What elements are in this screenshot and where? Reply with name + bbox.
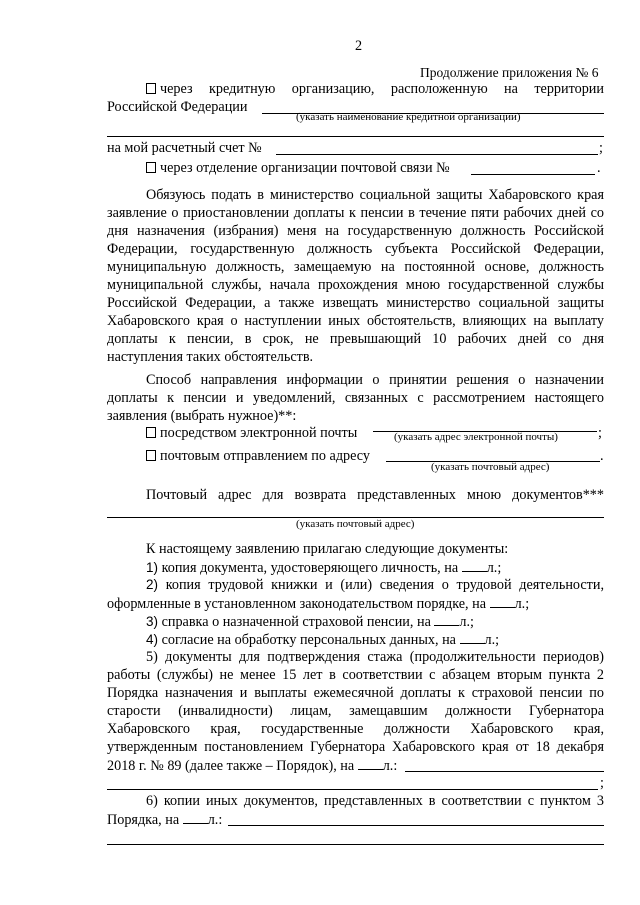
obligation-line-4: Федерации, государственную должность субъекта Российской Федерации, (107, 241, 604, 257)
document-2-text: копия трудовой книжки и (или) сведения о трудовой деятельности, (165, 577, 605, 593)
bank-country-label: Российской Федерации (107, 99, 248, 115)
document-3-suffix: л.; (459, 614, 474, 630)
bank-country-line (107, 98, 247, 116)
document-2-line-2 (107, 594, 529, 613)
obligation-line-10: наступления таких обстоятельств. (107, 349, 314, 365)
document-4-number: 4) (146, 632, 159, 647)
obligation-line-1: Обязуюсь подать в министерство социальной защиты Хабаровского края (146, 187, 604, 203)
document-2-line-1 (146, 576, 604, 594)
obligation-line-9: доплаты к пенсии, в срок, не превышающий 10 рабочих дней со дня (107, 331, 604, 347)
document-6-line-2 (107, 810, 222, 829)
document-2-suffix: л.; (514, 596, 530, 612)
document-5-end: ; (600, 775, 604, 791)
obligation-line-5: муниципальную должность, замещаемую на постоянной основе, должность (107, 259, 604, 275)
bank-checkbox[interactable] (146, 83, 156, 94)
document-6-pages-field[interactable] (183, 810, 208, 824)
appendix-header: Продолжение приложения № 6 (420, 65, 599, 80)
document-6-text: Порядка, на (107, 812, 180, 828)
account-end: ; (599, 140, 603, 156)
bank-name-hint: (указать наименование кредитной организации) (296, 111, 521, 123)
document-5-line-1: 5) документы для подтверждения стажа (продолжительности периодов) (146, 649, 604, 665)
account-line (107, 139, 262, 157)
email-option-end: ; (598, 425, 602, 441)
document-5-line-3: Порядка назначения и выплаты ежемесячной доплаты к страховой пенсии по (107, 685, 604, 701)
page-number: 2 (355, 38, 363, 54)
document-3-pages-field[interactable] (434, 612, 459, 626)
post-office-number-field[interactable] (471, 174, 595, 175)
email-hint: (указать адрес электронной почты) (394, 431, 558, 443)
document-4 (146, 630, 499, 649)
document-5-list-field-2[interactable] (107, 789, 598, 790)
document-3-text: справка о назначенной страховой пенсии, на (161, 614, 431, 630)
bank-option-text: через кредитную организацию, расположенную на территории (160, 81, 604, 97)
post-checkbox[interactable] (146, 162, 156, 173)
document-3-number: 3) (146, 614, 159, 629)
document-6-suffix: л.: (207, 812, 223, 828)
postal-hint: (указать почтовый адрес) (431, 461, 550, 473)
document-4-text: согласие на обработку персональных данных, на (161, 632, 456, 648)
bank-name-field-2[interactable] (107, 136, 604, 137)
document-6-list-field[interactable] (228, 825, 604, 826)
obligation-line-6: муниципальной службы, начала прохождения мною государственной службы (107, 277, 604, 293)
document-1-suffix: л.; (486, 560, 502, 576)
document-3 (146, 612, 474, 631)
document-2-text-2: оформленные в установленном законодательством порядке, на (107, 596, 487, 612)
document-1 (146, 558, 501, 577)
document-5-suffix: л.: (382, 758, 398, 774)
document-5-line-4: старости (инвалидности) лицам, замещавшим должности Губернатора (107, 703, 604, 719)
account-label: на мой расчетный счет № (107, 140, 262, 156)
return-address-hint: (указать почтовый адрес) (296, 518, 415, 530)
email-option-label: посредством электронной почты (160, 425, 358, 441)
post-option-end: . (597, 160, 601, 176)
document-6-list-field-2[interactable] (107, 844, 604, 845)
email-checkbox[interactable] (146, 427, 156, 438)
method-line-3: заявления (выбрать нужное)**: (107, 408, 297, 424)
return-address-label: Почтовый адрес для возврата представленных мною документов*** (146, 487, 604, 503)
document-1-number: 1) (146, 560, 159, 575)
postal-option-line (146, 447, 370, 465)
document-5-last-text: 2018 г. № 89 (далее также – Порядок), на (107, 758, 355, 774)
post-option-label: через отделение организации почтовой связи № (160, 160, 450, 176)
document-5-list-field[interactable] (405, 771, 604, 772)
bank-option-line (146, 80, 604, 98)
document-2-pages-field[interactable] (490, 594, 515, 608)
post-option-line (146, 159, 450, 177)
obligation-line-7: Российской Федерации, а также извещать министерство социальной защиты (107, 295, 604, 311)
document-5-pages-field[interactable] (358, 756, 383, 770)
postal-checkbox[interactable] (146, 450, 156, 461)
document-1-pages-field[interactable] (462, 558, 487, 572)
obligation-line-8: Хабаровского края о наступлении иных обстоятельств, влияющих на выплату (107, 313, 604, 329)
document-5-line-6: утвержденным постановлением Губернатора Хабаровского края от 18 декабря (107, 739, 604, 755)
document-1-text: копия документа, удостоверяющего личность, на (161, 560, 459, 576)
method-line-2: доплаты к пенсии и уведомлений, связанных с рассмотрением настоящего (107, 390, 604, 406)
document-2-number: 2) (146, 577, 159, 592)
document-5-line-7 (107, 756, 397, 775)
method-line-1: Способ направления информации о принятии решения о назначении (146, 372, 604, 388)
obligation-line-3: дня назначения (избрания) меня на государственную должность Российской (107, 223, 604, 239)
postal-option-label: почтовым отправлением по адресу (160, 448, 370, 464)
email-option-line (146, 424, 357, 442)
document-4-pages-field[interactable] (460, 630, 485, 644)
obligation-line-2: заявление о приостановлении доплаты к пенсии в течение пяти рабочих дней со (107, 205, 604, 221)
account-number-field[interactable] (276, 154, 598, 155)
document-5-line-5: Хабаровского края, государственные должности Хабаровского края, (107, 721, 604, 737)
document-6-line-1: 6) копии иных документов, представленных в соответствии с пунктом 3 (146, 793, 604, 809)
documents-intro: К настоящему заявлению прилагаю следующие документы: (146, 541, 509, 557)
document-5-line-2: работы (службы) не менее 15 лет в соответствии с абзацем вторым пункта 2 (107, 667, 604, 683)
postal-option-end: . (600, 448, 604, 464)
document-4-suffix: л.; (484, 632, 500, 648)
